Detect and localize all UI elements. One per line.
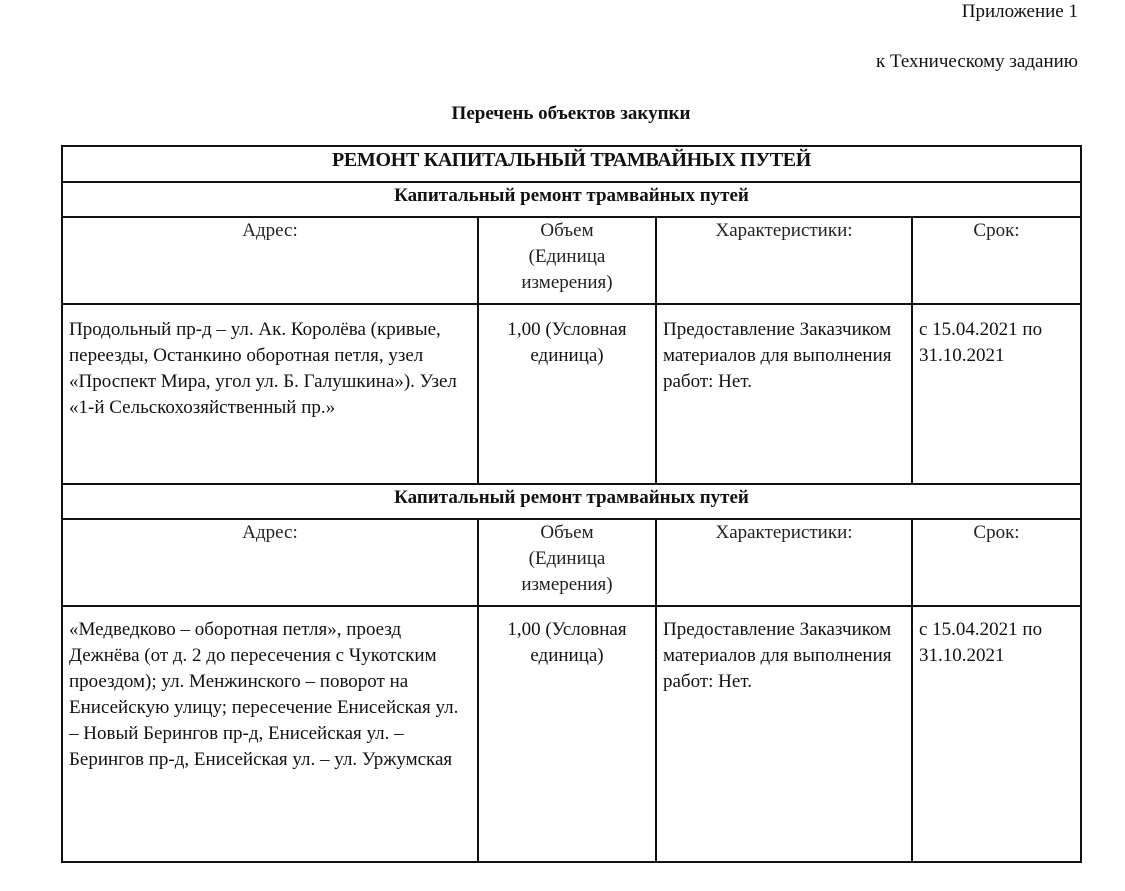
column-header-characteristics: Характеристики:: [656, 519, 912, 606]
table-row: [62, 304, 1081, 484]
column-header-characteristics: Характеристики:: [656, 217, 912, 304]
cell-deadline: с 15.04.2021 по 31.10.2021: [912, 304, 1081, 484]
column-header-row: [62, 519, 1081, 606]
cell-deadline: с 15.04.2021 по 31.10.2021: [912, 606, 1081, 862]
section-heading: Капитальный ремонт трамвайных путей: [62, 484, 1081, 519]
column-header-volume: Объем (Единица измерения): [478, 519, 656, 606]
column-header-volume: Объем (Единица измерения): [478, 217, 656, 304]
cell-volume: 1,00 (Условная единица): [478, 606, 656, 862]
column-header-deadline: Срок:: [912, 217, 1081, 304]
section-heading-row: [62, 484, 1081, 519]
table-row: [62, 606, 1081, 862]
cell-address: «Медведково – оборотная петля», проезд Дежнёва (от д. 2 до пересечения с Чукотским проездом); ул. Менжинского – поворот на Енисейскую улицу; пересечение Енисейская ул. – Новый Берингов пр-д, Енисейская ул. – Берингов пр-д, Енисейская ул. – ул. Уржумская: [62, 606, 478, 862]
section-heading-row: [62, 182, 1081, 217]
column-header-address: Адрес:: [62, 519, 478, 606]
column-header-row: [62, 217, 1081, 304]
table-main-heading: РЕМОНТ КАПИТАЛЬНЫЙ ТРАМВАЙНЫХ ПУТЕЙ: [62, 146, 1081, 182]
appendix-label: Приложение 1: [961, 1, 1078, 22]
appendix-reference: к Техническому заданию: [875, 51, 1078, 72]
main-heading-row: [62, 146, 1081, 182]
procurement-objects-table: [61, 145, 1082, 863]
column-header-deadline: Срок:: [912, 519, 1081, 606]
document-title: Перечень объектов закупки: [451, 103, 691, 124]
cell-address: Продольный пр-д – ул. Ак. Королёва (кривые, переезды, Останкино оборотная петля, узел «Проспект Мира, угол ул. Б. Галушкина»). Узел «1-й Сельскохозяйственный пр.»: [62, 304, 478, 484]
section-heading: Капитальный ремонт трамвайных путей: [62, 182, 1081, 217]
cell-characteristics: Предоставление Заказчиком материалов для выполнения работ: Нет.: [656, 606, 912, 862]
cell-volume: 1,00 (Условная единица): [478, 304, 656, 484]
column-header-address: Адрес:: [62, 217, 478, 304]
cell-characteristics: Предоставление Заказчиком материалов для выполнения работ: Нет.: [656, 304, 912, 484]
